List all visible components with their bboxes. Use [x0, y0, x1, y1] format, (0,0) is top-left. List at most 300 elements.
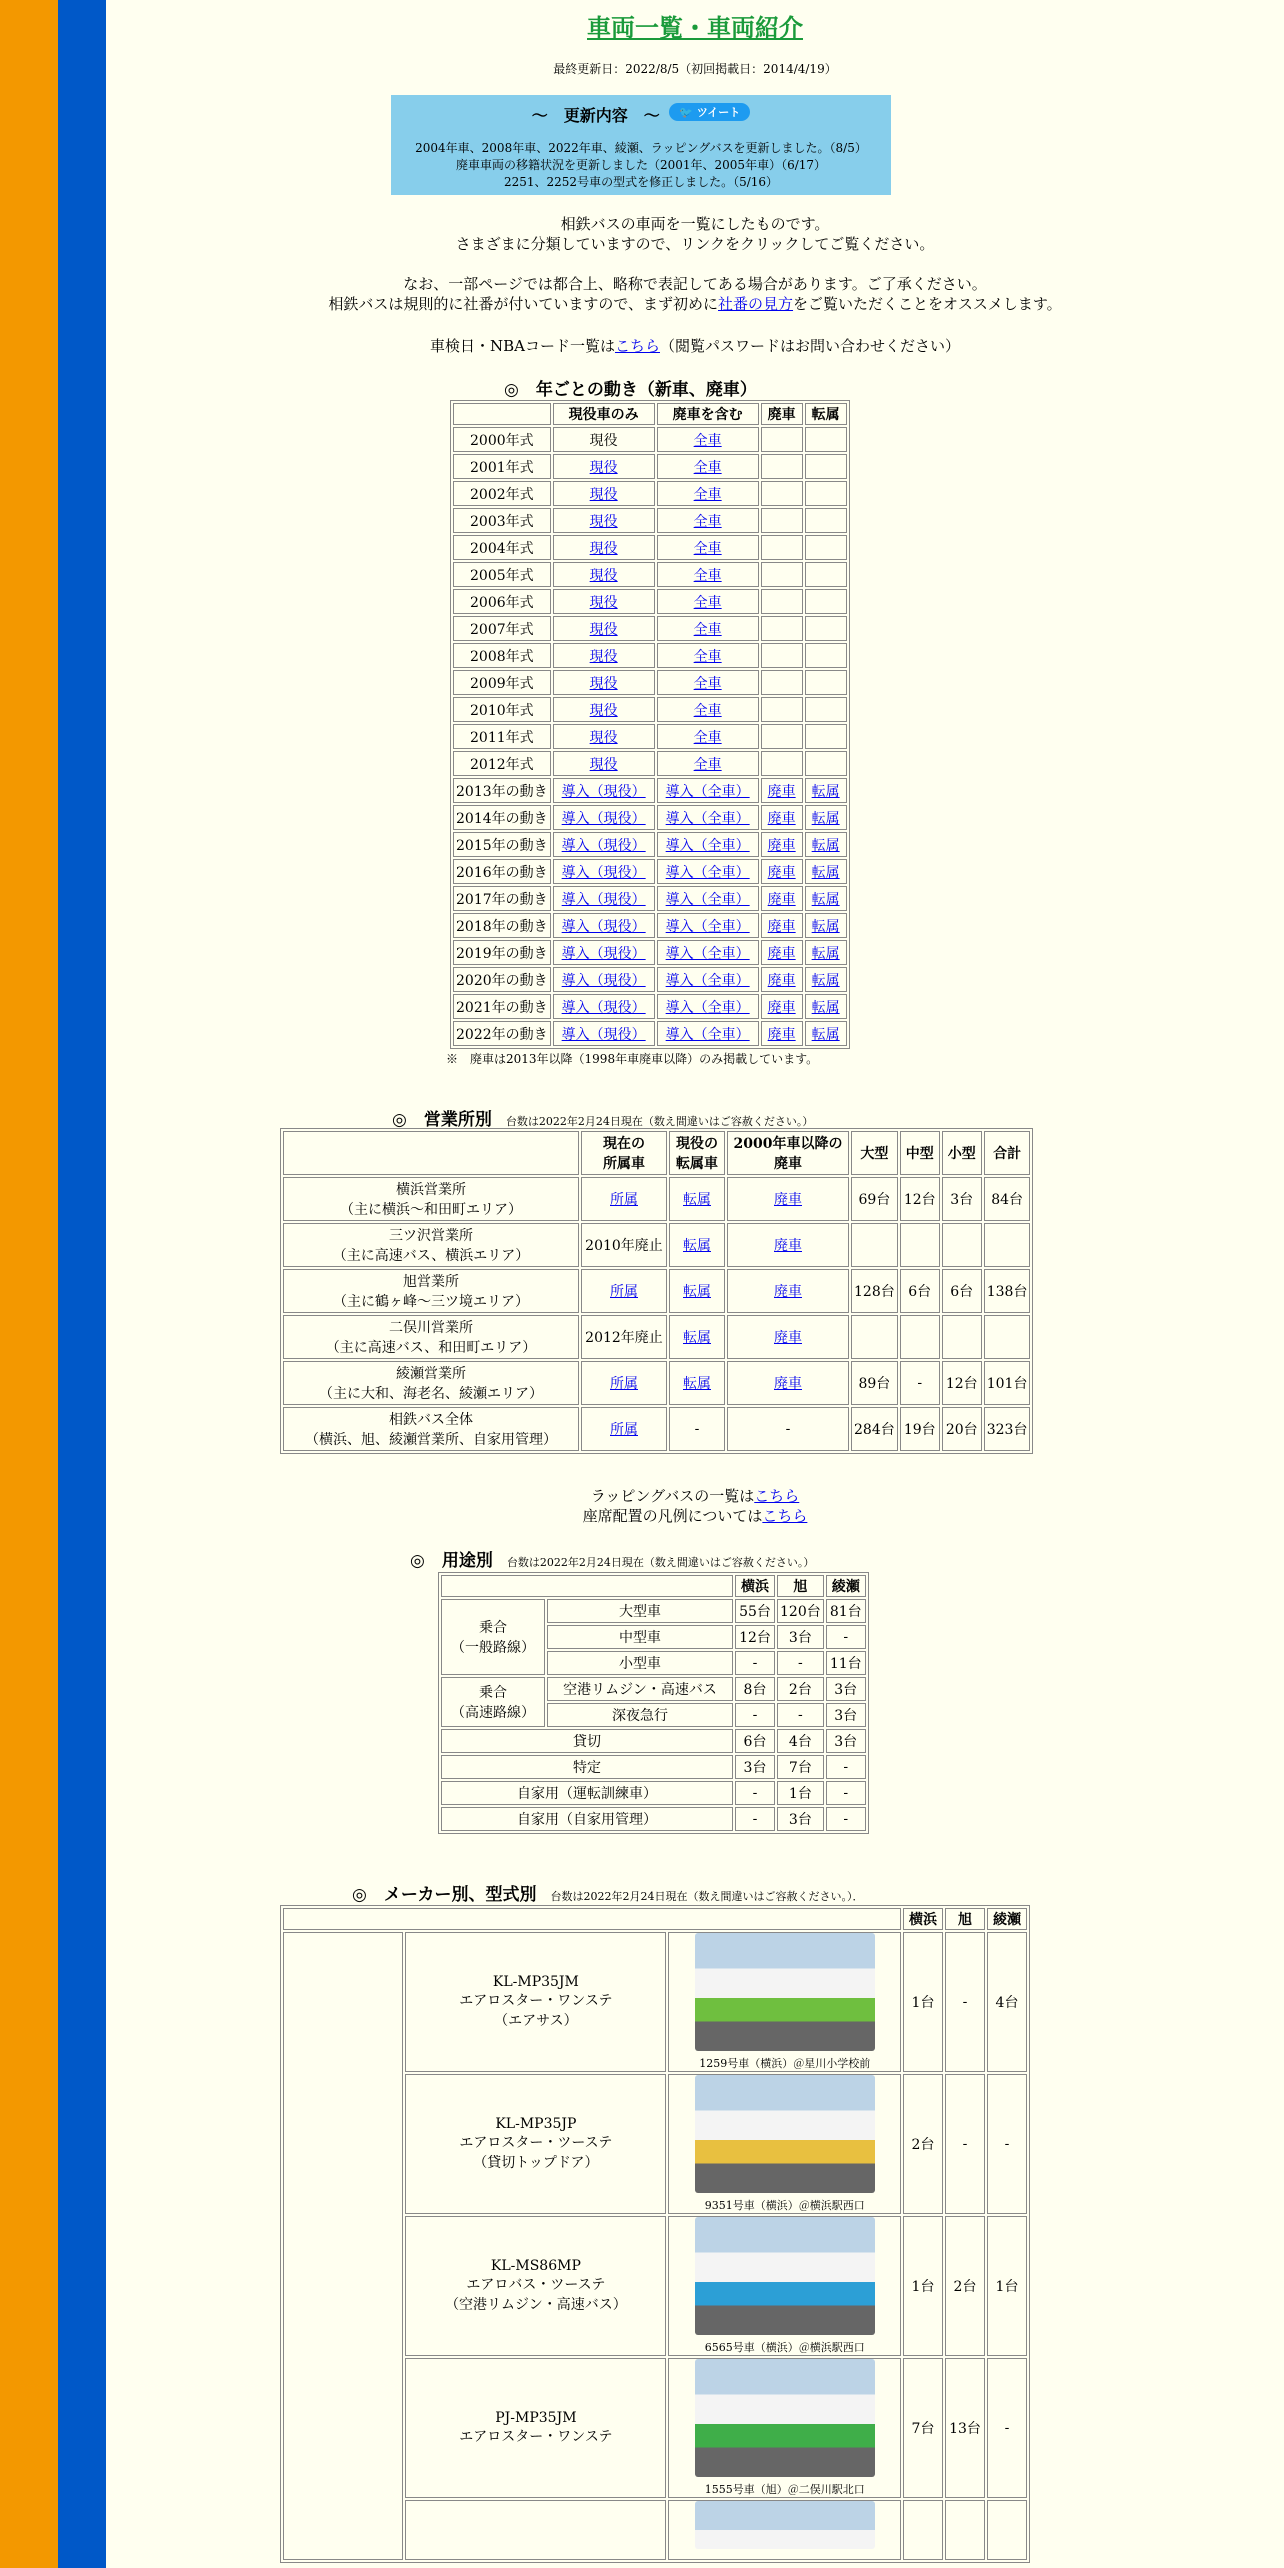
office-name-cell: [283, 1269, 579, 1313]
office-trans-cell: [669, 1223, 725, 1267]
yearly-cell: [805, 427, 847, 452]
yearly-link[interactable]: 導入（全車）: [665, 1026, 750, 1043]
model-code: KL-MP35JP: [495, 2116, 577, 2132]
photo-cell: [668, 2358, 901, 2498]
yearly-link[interactable]: 現役: [589, 702, 618, 719]
intro-block-2: [106, 274, 1284, 314]
usage-label: 自家用（自家用管理）: [441, 1807, 733, 1831]
office-table: [280, 1128, 1033, 1454]
office-count: [984, 1223, 1031, 1267]
office-count: [900, 1315, 940, 1359]
yearly-link[interactable]: 導入（現役）: [561, 783, 646, 800]
yearly-cell: [657, 805, 759, 830]
yearly-link[interactable]: 廃車: [767, 864, 796, 881]
maker-count: 7台: [903, 2358, 943, 2498]
yearly-link[interactable]: 現役: [589, 621, 618, 638]
yearly-link[interactable]: 全車: [693, 729, 722, 746]
twitter-bird-icon: 🐦: [679, 106, 693, 119]
tweet-button[interactable]: [669, 103, 750, 121]
model-code: KL-MP35JM: [492, 1974, 579, 1990]
yearly-link[interactable]: 導入（現役）: [561, 999, 646, 1016]
office-area: （主に鶴ヶ峰～三ツ境エリア）: [333, 1294, 529, 1310]
yearly-link[interactable]: 導入（現役）: [561, 945, 646, 962]
office-count: [851, 1223, 898, 1267]
office-count: 19台: [900, 1407, 940, 1451]
yearly-cell: [657, 562, 759, 587]
yearly-link[interactable]: 廃車: [767, 891, 796, 908]
yearly-cell: [657, 778, 759, 803]
usage-header: 旭: [777, 1575, 824, 1597]
yearly-cell: [761, 913, 803, 938]
usage-count: 3台: [777, 1625, 824, 1649]
yearly-cell: [805, 562, 847, 587]
yearly-link[interactable]: 全車: [693, 702, 722, 719]
usage-row: [441, 1677, 866, 1701]
office-header: 現在の 所属車: [581, 1131, 667, 1175]
yearly-link[interactable]: 現役: [589, 594, 618, 611]
usage-count: 7台: [777, 1755, 824, 1779]
maker-header: 横浜: [903, 1908, 943, 1930]
yearly-cell: [805, 724, 847, 749]
yearly-link[interactable]: 現役: [589, 540, 618, 557]
yearly-heading: ◎ 年ごとの動き（新車、廃車）: [504, 380, 757, 400]
yearly-cell: [761, 805, 803, 830]
office-header: 小型: [942, 1131, 982, 1175]
maker-group-cell: [283, 1932, 403, 2560]
office-count: 89台: [851, 1361, 898, 1405]
maker-header-empty: [283, 1908, 901, 1930]
yearly-cell: [553, 454, 655, 479]
yearly-row: [453, 994, 847, 1019]
office-scrap-link[interactable]: 廃車: [774, 1192, 802, 1208]
office-area: （主に横浜～和田町エリア）: [340, 1202, 522, 1218]
office-header: 合計: [984, 1131, 1031, 1175]
yearly-link[interactable]: 全車: [693, 675, 722, 692]
yearly-row: [453, 778, 847, 803]
yearly-cell: [805, 643, 847, 668]
usage-table: [438, 1572, 869, 1834]
usage-header-row: [441, 1575, 866, 1597]
yearly-cell: [657, 643, 759, 668]
yearly-link[interactable]: 現役: [589, 513, 618, 530]
usage-count: -: [735, 1651, 775, 1675]
yearly-cell: [761, 616, 803, 641]
office-trans-cell: [669, 1177, 725, 1221]
yearly-link[interactable]: 転属: [811, 918, 840, 935]
bus-photo[interactable]: [695, 2359, 875, 2477]
office-cur-cell: [581, 1407, 667, 1451]
yearly-link[interactable]: 導入（現役）: [561, 1026, 646, 1043]
yearly-cell: [761, 454, 803, 479]
office-count: 20台: [942, 1407, 982, 1451]
office-trans-link[interactable]: 転属: [683, 1284, 711, 1300]
wrap-link-line: ラッピングバスの一覧はこちら 座席配置の凡例についてはこちら: [582, 1487, 808, 1525]
yearly-row: [453, 940, 847, 965]
yearly-cell: [761, 643, 803, 668]
news-heading: ～ 更新内容 ～: [531, 106, 660, 125]
office-scrap-cell: [727, 1223, 849, 1267]
news-line: 廃車車両の移籍状況を更新しました（2001年、2005年車）（6/17）: [455, 158, 827, 172]
usage-label: 自家用（運転訓練車）: [441, 1781, 733, 1805]
yearly-link[interactable]: 全車: [693, 756, 722, 773]
maker-count: 1台: [903, 1932, 943, 2072]
usage-subnote: 台数は2022年2月24日現在（数え間違いはご容赦ください。）: [506, 1556, 815, 1569]
office-scrap-link[interactable]: 廃車: [774, 1376, 802, 1392]
maker-table: [280, 1905, 1030, 2563]
office-cur-link[interactable]: 所属: [610, 1284, 638, 1300]
usage-count: 4台: [777, 1729, 824, 1753]
yearly-cell: [657, 994, 759, 1019]
bus-photo[interactable]: [695, 1933, 875, 2051]
yearly-link[interactable]: 転属: [811, 864, 840, 881]
yearly-row: [453, 1021, 847, 1046]
office-trans-link[interactable]: 転属: [683, 1330, 711, 1346]
photo-caption: 9351号車（横浜）＠横浜駅西口: [704, 2199, 865, 2212]
photo-caption: 6565号車（横浜）＠横浜駅西口: [704, 2341, 865, 2354]
usage-count: 3台: [777, 1807, 824, 1831]
usage-count: -: [826, 1807, 866, 1831]
office-header: 現役の 転属車: [669, 1131, 725, 1175]
yearly-link[interactable]: 転属: [811, 891, 840, 908]
yearly-cell: [553, 616, 655, 641]
yearly-cell: [761, 886, 803, 911]
inspection-line: 車検日・NBAコード一覧はこちら（閲覧パスワードはお問い合わせください）: [429, 337, 960, 355]
usage-count: 2台: [777, 1677, 824, 1701]
yearly-link[interactable]: 導入（全車）: [665, 972, 750, 989]
yearly-link[interactable]: 廃車: [767, 999, 796, 1016]
maker-count: [945, 2500, 985, 2560]
yearly-link[interactable]: 導入（全車）: [665, 837, 750, 854]
yearly-cell: [761, 724, 803, 749]
yearly-cell: [761, 940, 803, 965]
yearly-link[interactable]: 現役: [589, 729, 618, 746]
photo-cell: [668, 1932, 901, 2072]
yearly-link[interactable]: 転属: [811, 972, 840, 989]
office-scrap-cell: [727, 1177, 849, 1221]
yearly-link[interactable]: 転属: [811, 945, 840, 962]
yearly-cell: [805, 913, 847, 938]
yearly-header: 廃車: [761, 403, 803, 425]
yearly-link[interactable]: 現役: [589, 756, 618, 773]
yearly-row: [453, 616, 847, 641]
usage-label: 空港リムジン・高速バス: [547, 1677, 733, 1701]
office-subnote: 台数は2022年2月24日現在（数え間違いはご容赦ください。）: [505, 1115, 814, 1128]
yearly-cell: 2003年式: [453, 508, 551, 533]
yearly-cell: [761, 967, 803, 992]
office-name: 三ツ沢営業所: [389, 1228, 473, 1244]
yearly-link[interactable]: 導入（全車）: [665, 945, 750, 962]
page-title[interactable]: 車両一覧・車両紹介: [587, 13, 803, 42]
office-area: （主に高速バス、和田町エリア）: [325, 1340, 537, 1356]
model-sub: （貸切トップドア）: [473, 2155, 599, 2171]
yearly-link[interactable]: 導入（全車）: [665, 810, 750, 827]
maker-count: 2台: [945, 2216, 985, 2356]
yearly-cell: 2000年式: [453, 427, 551, 452]
office-name-cell: [283, 1315, 579, 1359]
usage-label: 貸切: [441, 1729, 733, 1753]
yearly-link[interactable]: 導入（全車）: [665, 891, 750, 908]
office-header: 中型: [900, 1131, 940, 1175]
office-trans-link[interactable]: 転属: [683, 1238, 711, 1254]
yearly-link[interactable]: 導入（全車）: [665, 864, 750, 881]
usage-label: 深夜急行: [547, 1703, 733, 1727]
yearly-cell: [553, 535, 655, 560]
model-cell: [405, 1932, 666, 2072]
yearly-row: [453, 805, 847, 830]
maker-count: 1台: [903, 2216, 943, 2356]
usage-count: 1台: [777, 1781, 824, 1805]
yearly-note: ※ 廃車は2013年以降（1998年車廃車以降）のみ掲載しています。: [446, 1052, 819, 1066]
office-count: [984, 1315, 1031, 1359]
yearly-cell: 2006年式: [453, 589, 551, 614]
yearly-link[interactable]: 転属: [811, 837, 840, 854]
yearly-cell: 2001年式: [453, 454, 551, 479]
office-count: 128台: [851, 1269, 898, 1313]
yearly-cell: [657, 481, 759, 506]
photo-cell: [668, 2500, 901, 2560]
yearly-link[interactable]: 全車: [693, 540, 722, 557]
model-name: エアロスター・ワンステ: [459, 1993, 613, 2009]
yearly-link[interactable]: 転属: [811, 1026, 840, 1043]
usage-count: -: [826, 1755, 866, 1779]
usage-header: 横浜: [735, 1575, 775, 1597]
yearly-cell: [805, 589, 847, 614]
office-trans-link[interactable]: 転属: [683, 1376, 711, 1392]
yearly-link[interactable]: 転属: [811, 810, 840, 827]
usage-row: [441, 1729, 866, 1753]
office-header: 2000年車以降の 廃車: [727, 1131, 849, 1175]
office-count: 12台: [942, 1361, 982, 1405]
usage-count: 8台: [735, 1677, 775, 1701]
yearly-cell: [657, 859, 759, 884]
yearly-cell: [761, 1021, 803, 1046]
yearly-row: [453, 427, 847, 452]
yearly-link[interactable]: 導入（現役）: [561, 918, 646, 935]
office-cur-cell: [581, 1361, 667, 1405]
yearly-cell: [553, 508, 655, 533]
bus-photo[interactable]: [695, 2217, 875, 2335]
yearly-link[interactable]: 全車: [693, 648, 722, 665]
bus-photo[interactable]: [695, 2501, 875, 2549]
office-cur-cell: [581, 1177, 667, 1221]
maker-count: 1台: [987, 2216, 1027, 2356]
yearly-cell: [553, 994, 655, 1019]
yearly-link[interactable]: 導入（現役）: [561, 891, 646, 908]
bus-photo[interactable]: [695, 2075, 875, 2193]
seat-layout-link[interactable]: こちら: [762, 1507, 808, 1525]
office-trans-cell: [669, 1269, 725, 1313]
office-scrap-link[interactable]: 廃車: [774, 1284, 802, 1300]
maker-header-row: [283, 1908, 1027, 1930]
yearly-link[interactable]: 全車: [693, 567, 722, 584]
photo-caption: 1555号車（旭）＠二俣川駅北口: [704, 2483, 865, 2496]
yearly-cell: [805, 940, 847, 965]
yearly-cell: 2007年式: [453, 616, 551, 641]
yearly-link[interactable]: 導入（現役）: [561, 810, 646, 827]
yearly-link[interactable]: 全車: [693, 486, 722, 503]
usage-count: -: [735, 1703, 775, 1727]
usage-header: 綾瀬: [826, 1575, 866, 1597]
inspection-link[interactable]: こちら: [614, 337, 660, 355]
office-cur-link[interactable]: 所属: [610, 1422, 638, 1438]
office-area: （横浜、旭、綾瀬営業所、自家用管理）: [305, 1432, 557, 1448]
maker-count: [903, 2500, 943, 2560]
maker-row: [283, 1932, 1027, 2072]
yearly-link[interactable]: 導入（現役）: [561, 972, 646, 989]
yearly-link[interactable]: 廃車: [767, 837, 796, 854]
yearly-link[interactable]: 導入（全車）: [665, 999, 750, 1016]
office-count: [942, 1223, 982, 1267]
yearly-link[interactable]: 導入（現役）: [561, 864, 646, 881]
office-count: 284台: [851, 1407, 898, 1451]
yearly-link[interactable]: 導入（全車）: [665, 783, 750, 800]
yearly-link[interactable]: 現役: [589, 459, 618, 476]
yearly-cell: [657, 454, 759, 479]
yearly-cell: 2004年式: [453, 535, 551, 560]
usage-count: 3台: [826, 1677, 866, 1701]
office-count: 3台: [942, 1177, 982, 1221]
maker-header: 旭: [945, 1908, 985, 1930]
office-header-row: [283, 1131, 1030, 1175]
yearly-cell: 2008年式: [453, 643, 551, 668]
yearly-link[interactable]: 全車: [693, 459, 722, 476]
model-name: エアロスター・ツーステ: [459, 2135, 613, 2151]
yearly-row: [453, 589, 847, 614]
usage-count: -: [777, 1651, 824, 1675]
yearly-link[interactable]: 現役: [589, 675, 618, 692]
office-heading: ◎ 営業所別 台数は2022年2月24日現在（数え間違いはご容赦ください。）: [392, 1110, 814, 1130]
office-scrap-cell: [727, 1315, 849, 1359]
yearly-cell: [805, 508, 847, 533]
office-trans-link[interactable]: 転属: [683, 1192, 711, 1208]
usage-row: [441, 1781, 866, 1805]
office-name: 相鉄バス全体: [389, 1412, 473, 1428]
yearly-cell: 2011年式: [453, 724, 551, 749]
yearly-link[interactable]: 全車: [693, 432, 722, 449]
yearly-link[interactable]: 全車: [693, 513, 722, 530]
yearly-link[interactable]: 転属: [811, 783, 840, 800]
yearly-link[interactable]: 現役: [589, 648, 618, 665]
model-name: エアロバス・ツーステ: [466, 2277, 606, 2293]
wrapping-bus-link[interactable]: こちら: [754, 1487, 800, 1505]
yearly-link[interactable]: 廃車: [767, 945, 796, 962]
intro-line: さまざまに分類していますので、リンクをクリックしてご覧ください。: [455, 235, 935, 253]
maker-count: -: [987, 2074, 1027, 2214]
yearly-cell: [657, 913, 759, 938]
tweet-label: ツイート: [696, 106, 741, 119]
office-scrap-cell: [727, 1361, 849, 1405]
model-code: PJ-MP35JM: [495, 2410, 577, 2426]
yearly-cell: [761, 427, 803, 452]
yearly-cell: 2002年式: [453, 481, 551, 506]
yearly-cell: 2019年の動き: [453, 940, 551, 965]
maker-count: 13台: [945, 2358, 985, 2498]
yearly-cell: [657, 616, 759, 641]
office-scrap-link[interactable]: 廃車: [774, 1330, 802, 1346]
yearly-link[interactable]: 廃車: [767, 918, 796, 935]
office-count: 12台: [900, 1177, 940, 1221]
office-count: [900, 1223, 940, 1267]
maker-subnote: 台数は2022年2月24日現在（数え間違いはご容赦ください。）．: [550, 1890, 864, 1903]
yearly-cell: [657, 1021, 759, 1046]
yearly-cell: [553, 562, 655, 587]
yearly-link[interactable]: 導入（全車）: [665, 918, 750, 935]
office-cur-link[interactable]: 所属: [610, 1376, 638, 1392]
model-cell: [405, 2358, 666, 2498]
yearly-link[interactable]: 廃車: [767, 972, 796, 989]
yearly-cell: [657, 535, 759, 560]
yearly-link[interactable]: 導入（現役）: [561, 837, 646, 854]
maker-heading: ◎ メーカー別、型式別 台数は2022年2月24日現在（数え間違いはご容赦ください。）．: [352, 1885, 864, 1905]
office-trans-cell: [669, 1315, 725, 1359]
yearly-row: [453, 967, 847, 992]
yearly-table: [450, 400, 850, 1049]
yearly-cell: [761, 751, 803, 776]
yearly-cell: [805, 481, 847, 506]
yearly-link[interactable]: 現役: [589, 567, 618, 584]
yearly-row: [453, 751, 847, 776]
yearly-link[interactable]: 転属: [811, 999, 840, 1016]
usage-count: 11台: [826, 1651, 866, 1675]
yearly-cell: [657, 697, 759, 722]
model-cell: [405, 2074, 666, 2214]
yearly-cell: [761, 562, 803, 587]
yearly-link[interactable]: 廃車: [767, 783, 796, 800]
photo-caption: 1259号車（横浜）＠星川小学校前: [699, 2057, 871, 2070]
yearly-cell: [553, 481, 655, 506]
yearly-cell: [805, 697, 847, 722]
maker-count: -: [987, 2358, 1027, 2498]
yearly-cell: 2022年の動き: [453, 1021, 551, 1046]
office-area: （主に高速バス、横浜エリア）: [332, 1248, 530, 1264]
yearly-cell: [761, 670, 803, 695]
office-scrap-link[interactable]: 廃車: [774, 1238, 802, 1254]
news-box: [391, 95, 891, 195]
yearly-cell: [761, 508, 803, 533]
yearly-cell: [553, 967, 655, 992]
yearly-row: [453, 508, 847, 533]
office-trans-cell: [669, 1361, 725, 1405]
yearly-header-row: [453, 403, 847, 425]
yearly-cell: [657, 724, 759, 749]
model-sub: （空港リムジン・高速バス）: [445, 2297, 627, 2313]
yearly-link[interactable]: 廃車: [767, 1026, 796, 1043]
office-cur-link[interactable]: 所属: [610, 1192, 638, 1208]
yearly-cell: [553, 805, 655, 830]
yearly-row: [453, 562, 847, 587]
yearly-link[interactable]: 廃車: [767, 810, 796, 827]
yearly-cell: 2010年式: [453, 697, 551, 722]
usage-count: -: [735, 1781, 775, 1805]
photo-cell: [668, 2216, 901, 2356]
yearly-link[interactable]: 現役: [589, 486, 618, 503]
usage-count: 3台: [826, 1729, 866, 1753]
office-scrap-cell: -: [727, 1407, 849, 1451]
office-row: [283, 1407, 1030, 1451]
usage-count: 120台: [777, 1599, 824, 1623]
yearly-cell: 2005年式: [453, 562, 551, 587]
yearly-cell: [657, 508, 759, 533]
yearly-cell: 2012年式: [453, 751, 551, 776]
usage-header-empty: [441, 1575, 733, 1597]
office-name-cell: [283, 1407, 579, 1451]
numbering-guide-link[interactable]: 社番の見方: [718, 295, 794, 313]
usage-label: 中型車: [547, 1625, 733, 1649]
yearly-link[interactable]: 全車: [693, 621, 722, 638]
yearly-cell: [553, 724, 655, 749]
yearly-link[interactable]: 全車: [693, 594, 722, 611]
yearly-cell: [805, 886, 847, 911]
